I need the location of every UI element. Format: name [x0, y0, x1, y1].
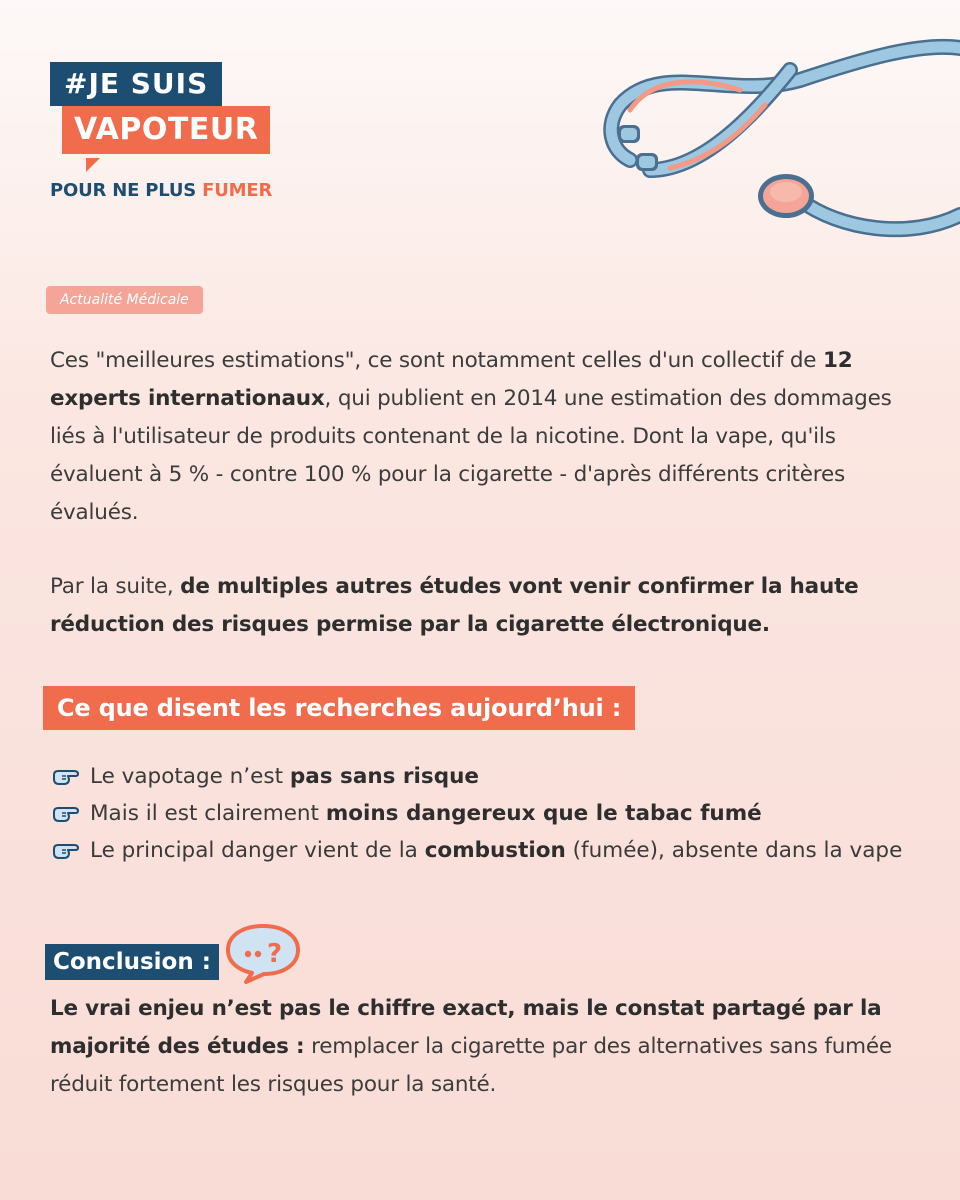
- logo: [50, 62, 273, 201]
- bullet-3-text-b: (fumée), absente dans la vape: [565, 838, 903, 863]
- pointing-hand-icon: [52, 841, 82, 861]
- paragraph-1-text-b: , qui publient en 2014 une estimation des dommages liés à l'utilisateur de produits contenant de la nicotine. Dont la vape, qu'ils évaluent à 5 % - contre 100 % pour la cigarette - d'après différents critères évalués.: [50, 386, 892, 525]
- bullet-3-bold: combustion: [424, 838, 566, 863]
- bullet-2-text: Mais il est clairement: [90, 801, 326, 826]
- list-item: [50, 758, 910, 795]
- paragraph-2: [50, 568, 920, 644]
- svg-text:?: ?: [267, 939, 283, 969]
- logo-tagline: [50, 180, 272, 201]
- conclusion-paragraph: [50, 990, 920, 1104]
- bullet-1-text: Le vapotage n’est: [90, 764, 290, 789]
- category-tag: Actualité Médicale: [46, 286, 203, 314]
- conclusion-bold: Le vrai enjeu n’est pas le chiffre exact, mais le constat partagé par la majorité des études :: [50, 996, 882, 1059]
- bullet-3-text: Le principal danger vient de la: [90, 838, 425, 863]
- logo-line2: VAPOTEUR: [62, 106, 270, 154]
- pointing-hand-icon: [52, 767, 82, 787]
- logo-tagline-part2: FUMER: [202, 180, 273, 201]
- logo-bubble-tail: [86, 158, 100, 172]
- logo-tagline-part1: POUR NE PLUS: [50, 180, 197, 201]
- list-item: [50, 795, 910, 832]
- conclusion-text: remplacer la cigarette par des alternatives sans fumée réduit fortement les risques pour la santé.: [50, 1034, 892, 1097]
- bullet-list: [50, 758, 910, 869]
- stethoscope-icon: [600, 20, 960, 250]
- bullet-2-bold: moins dangereux que le tabac fumé: [325, 801, 762, 826]
- section-title: Ce que disent les recherches aujourd’hui :: [43, 686, 635, 730]
- paragraph-2-text: Par la suite,: [50, 574, 181, 599]
- paragraph-1-bold: 12 experts internationaux: [50, 348, 853, 411]
- paragraph-1: [50, 342, 920, 532]
- paragraph-2-bold: de multiples autres études vont venir confirmer la haute réduction des risques permise par la cigarette électronique.: [50, 574, 859, 637]
- bullet-1-bold: pas sans risque: [289, 764, 479, 789]
- speech-bubble-icon: [222, 922, 304, 984]
- logo-line1: #JE SUIS: [50, 62, 222, 106]
- pointing-hand-icon: [52, 804, 82, 824]
- conclusion-label: Conclusion :: [45, 944, 219, 980]
- paragraph-1-text-a: Ces "meilleures estimations", ce sont notamment celles d'un collectif de: [50, 348, 823, 373]
- list-item: [50, 832, 910, 869]
